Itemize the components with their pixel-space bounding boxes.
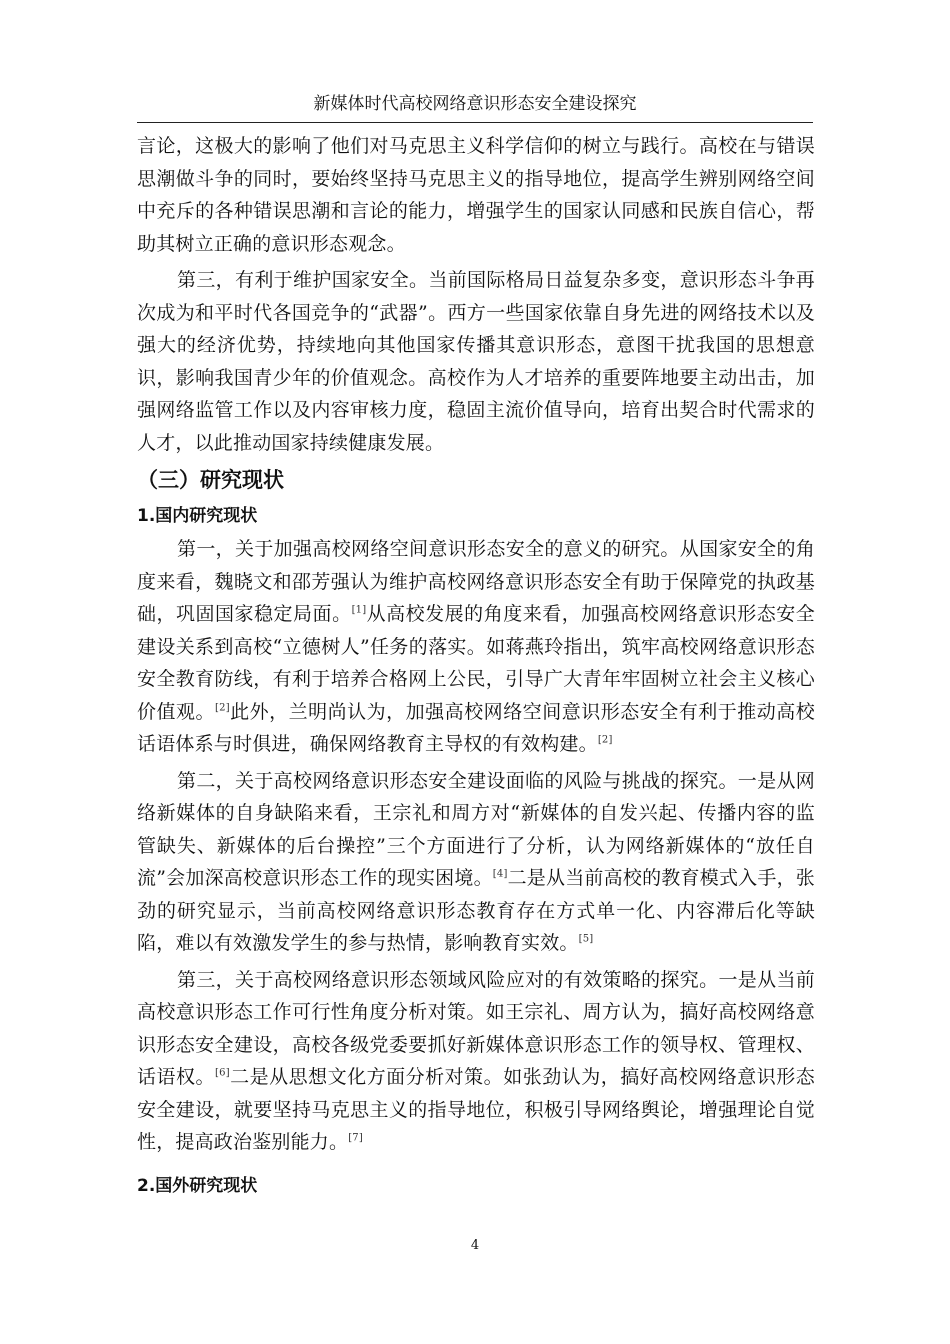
paragraph-text: 二是从当前高校的教育模式入手，张劲的研究显示，当前高校网络意识形态教育存在方式单一化、内容滞后化等缺陷，难以有效激发学生的参与热情，影响教育实效。	[137, 867, 815, 954]
citation-ref: [7]	[348, 1132, 363, 1144]
paragraph-text: 第一，关于加强高校网络空间意识形态安全的意义的研究。从国家安全的角度来看，魏晓文和邵芳强认为维护高校网络意识形态安全有助于保障党的执政基础，巩固国家稳定局面。	[137, 538, 815, 625]
citation-ref: [6]	[215, 1067, 230, 1079]
citation-ref: [5]	[578, 933, 594, 945]
subsection-heading-domestic: 1.国内研究现状	[137, 506, 258, 526]
paragraph-domestic-risks	[137, 765, 815, 960]
header-rule	[137, 122, 813, 123]
section-heading-research-status: （三）研究现状	[137, 468, 284, 492]
citation-ref: [2]	[215, 702, 230, 714]
paragraph-domestic-significance	[137, 533, 815, 761]
citation-ref: [2]	[597, 734, 613, 746]
paragraph-continued: 言论，这极大的影响了他们对马克思主义科学信仰的树立与践行。高校在与错误思潮做斗争的同时，要始终坚持马克思主义的指导地位，提高学生辨别网络空间中充斥的各种错误思潮和言论的能力，增强学生的国家认同感和民族自信心，帮助其树立正确的意识形态观念。	[137, 135, 815, 255]
paragraph-text: 第二，关于高校网络意识形态安全建设面临的风险与挑战的探究。一是从网络新媒体的自身缺陷来看，王宗礼和周方对“新媒体的自发兴起、传播内容的监管缺失、新媒体的后台操控”三个方面进行了分析，认为网络新媒体的“放任自流”会加深高校意识形态工作的现实困境。	[137, 769, 815, 889]
paragraph-text: 二是从思想文化方面分析对策。如张劲认为，搞好高校网络意识形态安全建设，就要坚持马克思主义的指导地位，积极引导网络舆论，增强理论自觉性，提高政治鉴别能力。	[137, 1066, 815, 1153]
subsection-heading-foreign: 2.国外研究现状	[137, 1175, 258, 1196]
citation-ref: [4]	[492, 868, 508, 880]
page-body	[137, 130, 815, 1203]
page-number: 4	[470, 1238, 480, 1253]
paragraph-text: 此外，兰明尚认为，加强高校网络空间意识形态安全有利于推动高校话语体系与时俱进，确保网络教育主导权的有效构建。	[137, 700, 815, 755]
paragraph-domestic-strategies	[137, 964, 815, 1159]
paragraph-text: 从高校发展的角度来看，加强高校网络意识形态安全建设关系到高校“立德树人”任务的落实。如蒋燕玲指出，筑牢高校网络意识形态安全教育防线，有利于培养合格网上公民，引导广大青年牢固树立社会主义核心价值观。	[137, 603, 815, 723]
paragraph-text: 第三，关于高校网络意识形态领域风险应对的有效策略的探究。一是从当前高校意识形态工作可行性角度分析对策。如王宗礼、周方认为，搞好高校网络意识形态安全建设，高校各级党委要抓好新媒体意识形态工作的领导权、管理权、话语权。	[137, 968, 815, 1088]
running-header: 新媒体时代高校网络意识形态安全建设探究	[313, 94, 637, 114]
citation-ref: [1]	[351, 604, 367, 616]
paragraph-national-security: 第三，有利于维护国家安全。当前国际格局日益复杂多变，意识形态斗争再次成为和平时代各国竞争的“武器”。西方一些国家依靠自身先进的网络技术以及强大的经济优势，持续地向其他国家传播其意识形态，意图干扰我国的思想意识，影响我国青少年的价值观念。高校作为人才培养的重要阵地要主动出击，加强网络监管工作以及内容审核力度，稳固主流价值导向，培育出契合时代需求的人才，以此推动国家持续健康发展。	[137, 269, 815, 454]
